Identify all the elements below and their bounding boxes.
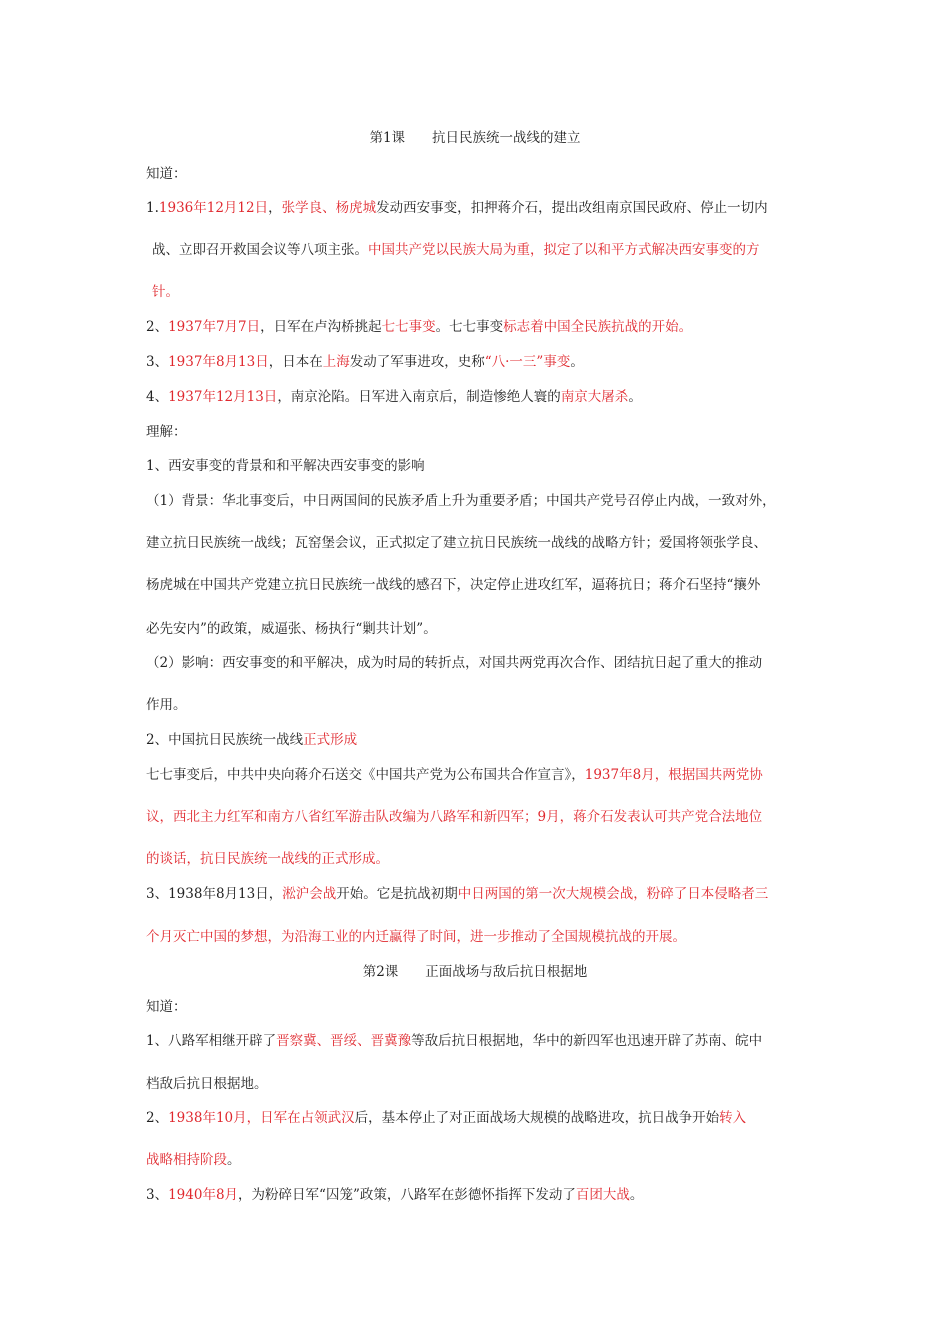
lesson1-understand-label: 理解： [146, 424, 187, 440]
date-highlight: 1938年10月，日军在占领武汉 [168, 1110, 355, 1126]
text: 。 [570, 354, 584, 370]
significance-highlight: 中日两国的第一次大规模会战，粉碎了日本侵略者三 [457, 886, 769, 902]
l2-know-item-1-line2: 档敌后抗日根据地。 [146, 1076, 268, 1092]
event-highlight: 七七事变 [381, 319, 436, 335]
l1-understand-item-2-title [146, 730, 357, 750]
l2-know-item-2-line2 [146, 1150, 241, 1170]
l1-know-item-2 [146, 317, 692, 337]
text: ，日军在卢沟桥挑起 [260, 319, 382, 335]
lesson2-title: 第2课 正面战场与敌后抗日根据地 [362, 964, 588, 980]
text: 2、中国抗日民族统一战线 [146, 732, 304, 748]
l1-united-front-line1 [146, 765, 763, 785]
l1-united-front-line2: 议，西北主力红军和南方八省红军游击队改编为八路军和新四军；9月，蒋介石发表认可共产党合法地位 [146, 809, 763, 825]
text: 。 [227, 1152, 241, 1168]
highlight: 1937年8月，根据国共两党协 [584, 767, 763, 783]
lesson1-know-label: 知道： [146, 166, 187, 182]
text: 发动了军事进攻，史称 [349, 354, 485, 370]
text: 开始。它是抗战初期 [336, 886, 458, 902]
l1-background-line3: 杨虎城在中国共产党建立抗日民族统一战线的感召下，决定停止进攻红军，逼蒋抗日；蒋介石坚持“攘外 [146, 577, 761, 593]
l1-understand-item-3-line1 [146, 884, 768, 904]
l2-know-item-2-line1 [146, 1108, 746, 1128]
item-number: 3、 [146, 354, 169, 370]
item-number: 2、 [146, 319, 169, 335]
significance-highlight: 标志着中国全民族抗战的开始。 [503, 319, 693, 335]
event-highlight: “八·一三”事变 [484, 354, 571, 370]
policy-highlight: 中国共产党以民族大局为重，拟定了以和平方式解决西安事变的方 [368, 242, 760, 258]
lesson2-know-label: 知道： [146, 999, 187, 1015]
date-highlight: 1937年8月13日 [168, 354, 269, 370]
item-number: 2、 [146, 1110, 169, 1126]
stage-highlight: 转入 [719, 1110, 747, 1126]
place-highlight: 上海 [322, 354, 350, 370]
l1-impact-line1: （2）影响：西安事变的和平解决，成为时局的转折点，对国共两党再次合作、团结抗日起了重大的推动 [146, 655, 763, 671]
l1-know-item-1-line1 [146, 198, 768, 218]
battle-highlight: 百团大战 [575, 1187, 630, 1203]
text: 3、1938年8月13日， [146, 886, 283, 902]
battle-highlight: 淞沪会战 [282, 886, 337, 902]
base-highlight: 晋察冀、晋绥、晋冀豫 [276, 1033, 412, 1049]
l1-understand-item-3-line2: 个月灭亡中国的梦想，为沿海工业的内迁赢得了时间，进一步推动了全国规模抗战的开展。 [146, 929, 686, 945]
l1-background-line1: （1）背景：华北事变后，中日两国间的民族矛盾上升为重要矛盾；中国共产党号召停止内战，一致对外， [146, 493, 776, 509]
l1-background-line2: 建立抗日民族统一战线；瓦窑堡会议，正式拟定了建立抗日民族统一战线的战略方针；爱国将领张学良、 [146, 535, 767, 551]
l1-know-item-1-line3: 针。 [152, 284, 179, 300]
item-number: 1. [146, 200, 159, 216]
text: 。 [629, 1187, 644, 1203]
text: 。 [628, 389, 642, 405]
text: 后，基本停止了对正面战场大规模的战略进攻，抗日战争开始 [354, 1110, 720, 1126]
text: 七七事变后，中共中央向蒋介石送交《中国共产党为公布国共合作宣言》， [146, 767, 585, 783]
l1-understand-item-1-title: 1、西安事变的背景和和平解决西安事变的影响 [146, 458, 425, 474]
date-highlight: 1937年7月7日 [168, 319, 261, 335]
l2-know-item-1-line1 [146, 1031, 762, 1051]
person-highlight: 张学良、杨虎城 [281, 200, 377, 216]
date-highlight: 1936年12月12日 [158, 200, 269, 216]
event-highlight: 南京大屠杀 [560, 389, 629, 405]
l1-know-item-4 [146, 387, 642, 407]
l2-know-item-3 [146, 1185, 643, 1205]
stage-highlight: 战略相持阶段 [146, 1152, 227, 1168]
l1-united-front-line3: 的谈话，抗日民族统一战线的正式形成。 [146, 851, 389, 867]
text: 发动西安事变，扣押蒋介石，提出改组南京国民政府、停止一切内 [376, 200, 768, 216]
l1-background-line4: 必先安内”的政策，威逼张、杨执行“剿共计划”。 [146, 621, 437, 637]
l1-know-item-1-line2 [152, 240, 760, 260]
date-highlight: 1940年8月 [168, 1187, 239, 1203]
text: 等敌后抗日根据地，华中的新四军也迅速开辟了苏南、皖中 [411, 1033, 763, 1049]
text: ，南京沦陷。日军进入南京后，制造惨绝人寰的 [277, 389, 561, 405]
item-number: 4、 [146, 389, 169, 405]
lesson1-title: 第1课 抗日民族统一战线的建立 [369, 130, 581, 146]
text: ，日本在 [268, 354, 323, 370]
text: 战、立即召开救国会议等八项主张。 [152, 242, 368, 258]
highlight: 正式形成 [303, 732, 358, 748]
text: ， [268, 200, 282, 216]
text: 1、八路军相继开辟了 [146, 1033, 277, 1049]
text: 。七七事变 [435, 319, 504, 335]
item-number: 3、 [146, 1187, 169, 1203]
date-highlight: 1937年12月13日 [168, 389, 278, 405]
l1-impact-line2: 作用。 [146, 697, 187, 713]
l1-know-item-3 [146, 352, 584, 372]
text: ，为粉碎日军“囚笼”政策，八路军在彭德怀指挥下发动了 [238, 1187, 576, 1203]
